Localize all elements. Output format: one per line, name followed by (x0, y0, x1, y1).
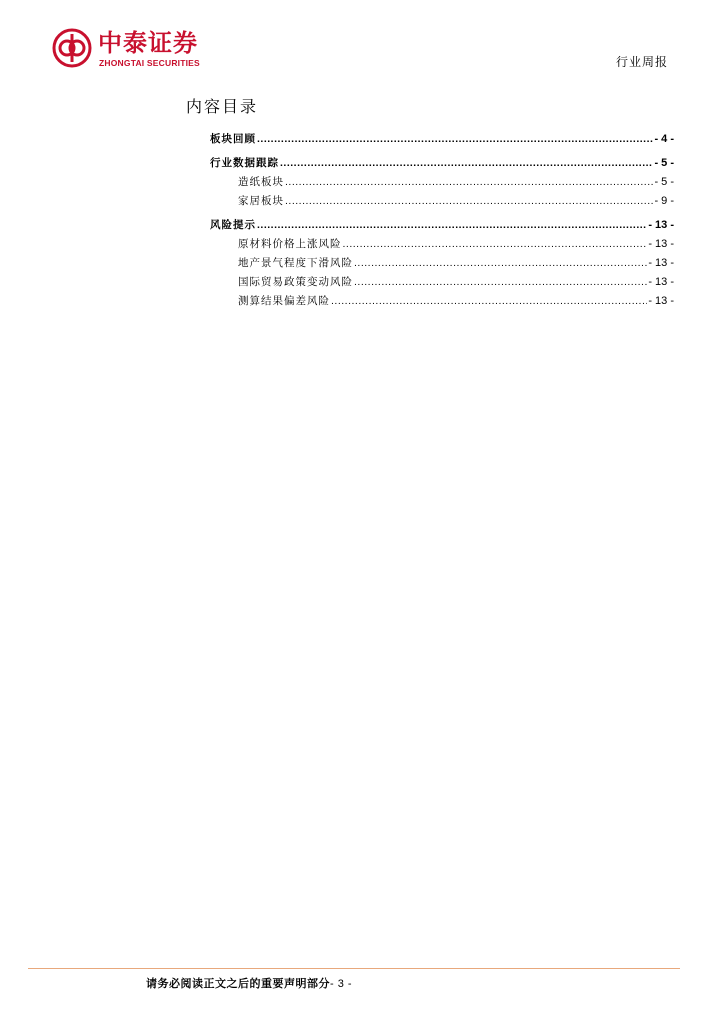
toc-dot-leader (343, 235, 648, 254)
toc-dot-leader (285, 192, 653, 211)
toc-entry-trade-policy-risk[interactable] (210, 273, 674, 292)
footer-disclaimer-text: 请务必阅读正文之后的重要声明部分 (146, 977, 330, 990)
toc-entry-page: - 13 - (648, 295, 674, 307)
toc-entry-risk-warning[interactable] (210, 216, 674, 235)
toc-entry-page: - 4 - (654, 133, 674, 145)
toc-entry-real-estate-risk[interactable] (210, 254, 674, 273)
footer-divider (28, 968, 680, 969)
toc-entry-label: 测算结果偏差风险 (238, 295, 330, 307)
toc-dot-leader (257, 130, 653, 149)
toc-entry-label: 造纸板块 (238, 176, 284, 188)
toc-entry-page: - 13 - (648, 276, 674, 288)
zhongtai-logo-icon (52, 28, 92, 68)
toc-entry-label: 家居板块 (238, 195, 284, 207)
toc-entry-label: 板块回顾 (210, 133, 256, 145)
toc-dot-leader (354, 254, 647, 273)
footer-page-number: - 3 - (330, 978, 353, 990)
toc-entry-estimation-risk[interactable] (210, 292, 674, 311)
toc-entry-label: 国际贸易政策变动风险 (238, 276, 353, 288)
report-type-label: 行业周报 (615, 55, 668, 69)
toc-entry-page: - 13 - (648, 219, 674, 231)
toc-entry-page: - 13 - (648, 238, 674, 250)
toc-entry-page: - 13 - (648, 257, 674, 269)
toc-dot-leader (331, 292, 647, 311)
toc-dot-leader (257, 216, 647, 235)
table-of-contents (210, 130, 674, 311)
toc-entry-furniture-sector[interactable] (210, 192, 674, 211)
toc-entry-page: - 9 - (654, 195, 674, 207)
toc-entry-sector-review[interactable] (210, 130, 674, 149)
footer-disclaimer (146, 975, 352, 991)
toc-entry-raw-material-risk[interactable] (210, 235, 674, 254)
toc-dot-leader (354, 273, 647, 292)
toc-entry-label: 行业数据跟踪 (210, 157, 279, 169)
toc-entry-paper-sector[interactable] (210, 173, 674, 192)
toc-title: 内容目录 (186, 97, 259, 116)
toc-dot-leader (285, 173, 653, 192)
toc-entry-page: - 5 - (654, 157, 674, 169)
logo-chinese-name: 中泰证券 (98, 29, 198, 57)
toc-entry-label: 地产景气程度下滑风险 (238, 257, 353, 269)
toc-entry-label: 原材料价格上涨风险 (238, 238, 342, 250)
toc-entry-label: 风险提示 (210, 219, 256, 231)
toc-dot-leader (280, 154, 653, 173)
toc-entry-page: - 5 - (654, 176, 674, 188)
logo-english-name: ZHONGTAI SECURITIES (99, 58, 200, 68)
company-logo (52, 28, 222, 72)
toc-entry-industry-data[interactable] (210, 154, 674, 173)
